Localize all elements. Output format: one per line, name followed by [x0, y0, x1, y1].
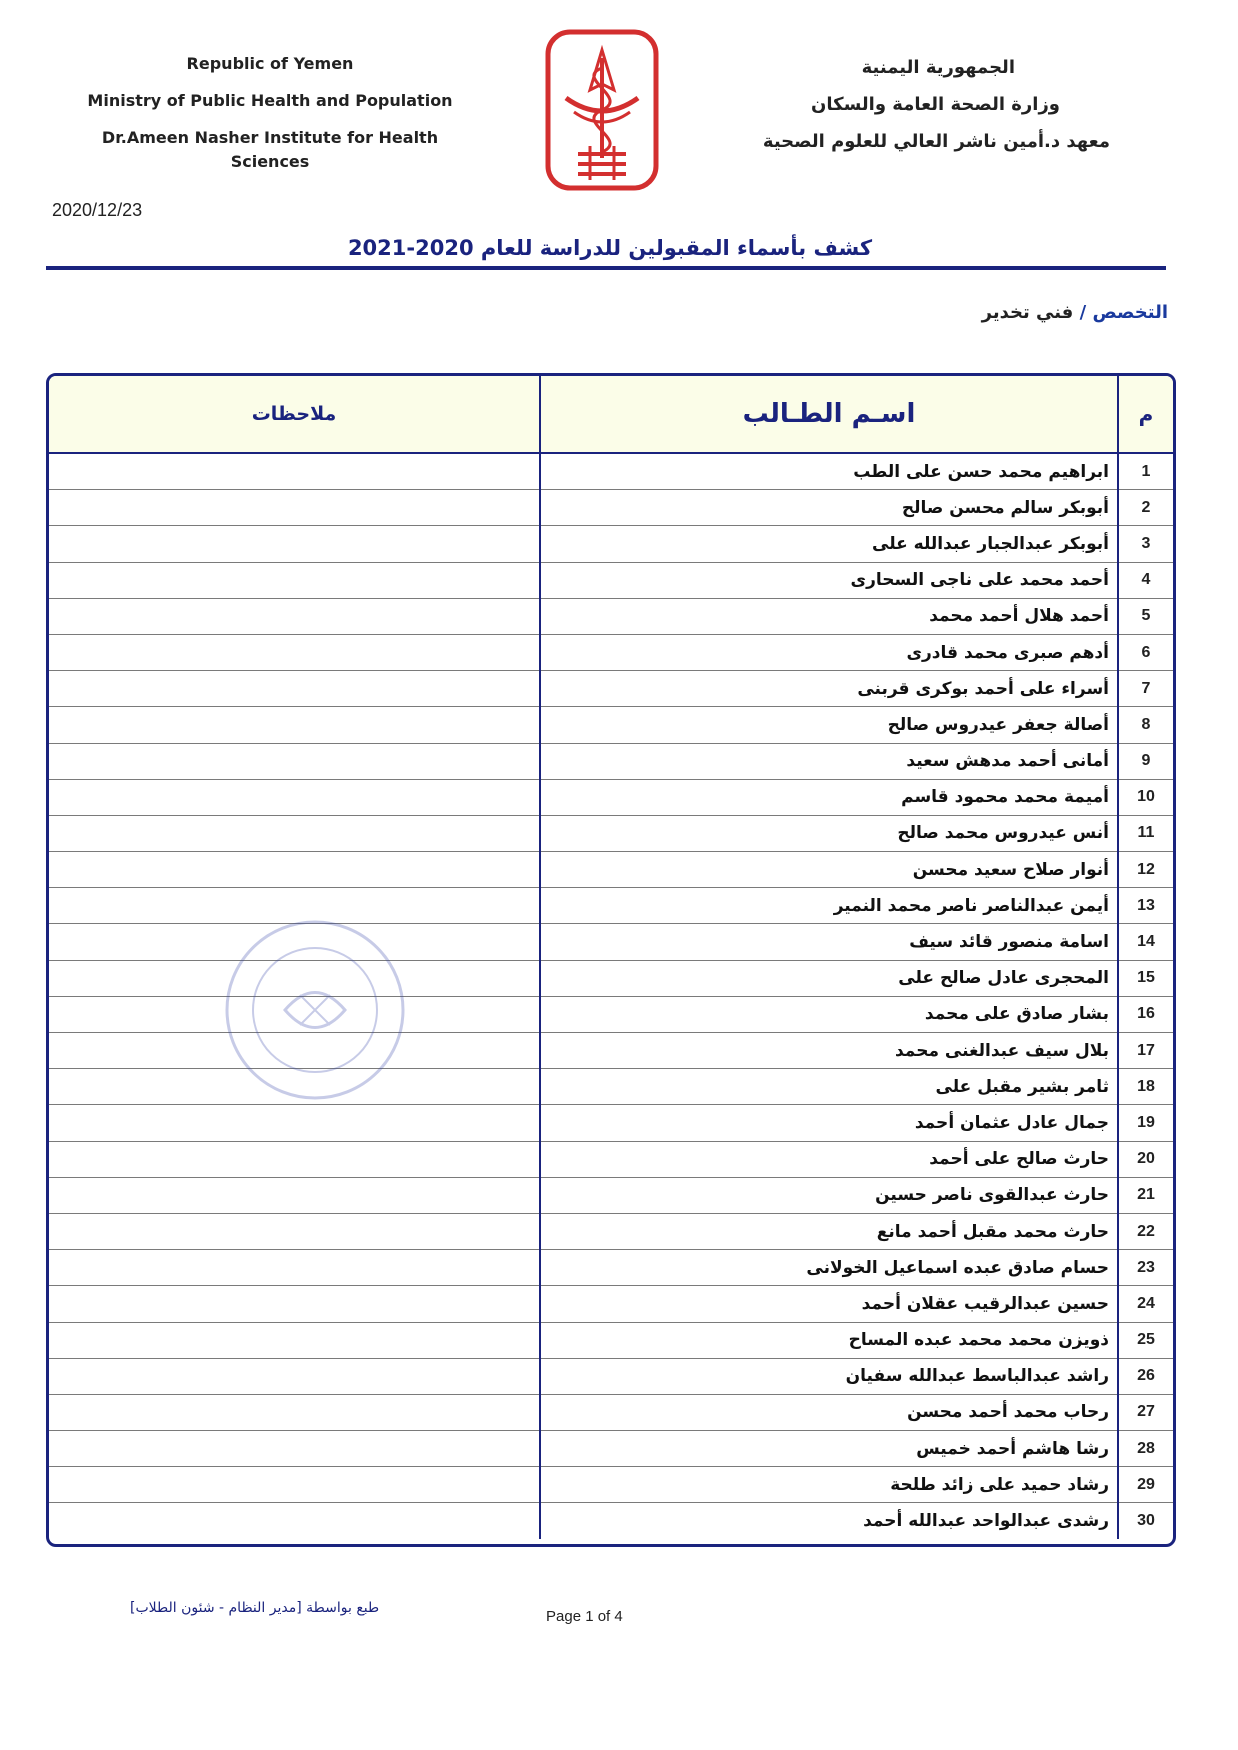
student-name: رشا هاشم أحمد خميس — [540, 1431, 1118, 1467]
row-number: 19 — [1118, 1105, 1173, 1141]
table-row — [49, 562, 1173, 598]
row-notes — [49, 1322, 540, 1358]
table-row — [49, 671, 1173, 707]
student-name: أسراء على أحمد بوكرى قربنى — [540, 671, 1118, 707]
institute-logo-icon — [544, 28, 660, 192]
row-number: 12 — [1118, 852, 1173, 888]
row-notes — [49, 1358, 540, 1394]
student-name: أمانى أحمد مدهش سعيد — [540, 743, 1118, 779]
table-row — [49, 1358, 1173, 1394]
row-number: 25 — [1118, 1322, 1173, 1358]
specialization-label: التخصص / — [1079, 302, 1168, 323]
student-name: أدهم صبرى محمد قادرى — [540, 634, 1118, 670]
row-notes — [49, 1177, 540, 1213]
row-number: 9 — [1118, 743, 1173, 779]
official-stamp-icon — [205, 915, 425, 1105]
table-row — [49, 815, 1173, 851]
row-number: 23 — [1118, 1250, 1173, 1286]
row-notes — [49, 490, 540, 526]
student-name: حارث محمد مقبل أحمد مانع — [540, 1213, 1118, 1249]
table-row — [49, 1213, 1173, 1249]
table-row — [49, 453, 1173, 490]
student-name: أميمة محمد محمود قاسم — [540, 779, 1118, 815]
student-name: أنوار صلاح سعيد محسن — [540, 852, 1118, 888]
row-notes — [49, 707, 540, 743]
table-row — [49, 1431, 1173, 1467]
row-notes — [49, 1105, 540, 1141]
row-number: 4 — [1118, 562, 1173, 598]
row-number: 6 — [1118, 634, 1173, 670]
table-row — [49, 1177, 1173, 1213]
header-english — [70, 52, 470, 171]
row-number: 22 — [1118, 1213, 1173, 1249]
row-notes — [49, 671, 540, 707]
page-number: Page 1 of 4 — [546, 1608, 623, 1625]
student-name: حسام صادق عبده اسماعيل الخولانى — [540, 1250, 1118, 1286]
row-number: 8 — [1118, 707, 1173, 743]
student-name: المحجرى عادل صالح على — [540, 960, 1118, 996]
row-notes — [49, 815, 540, 851]
row-number: 15 — [1118, 960, 1173, 996]
institute-name-en: Dr.Ameen Nasher Institute for Health Sciences — [101, 128, 439, 171]
table-row — [49, 707, 1173, 743]
row-number: 18 — [1118, 1069, 1173, 1105]
table-row — [49, 1394, 1173, 1430]
student-name: ثامر بشير مقبل على — [540, 1069, 1118, 1105]
document-title: كشف بأسماء المقبولين للدراسة للعام 2020-2021 — [347, 236, 873, 260]
specialization-value: فني تخدير — [981, 302, 1074, 323]
row-notes — [49, 598, 540, 634]
document-date: 2020/12/23 — [52, 200, 143, 220]
ministry-name-ar: وزارة الصحة العامة والسكان — [811, 94, 1060, 115]
row-notes — [49, 1286, 540, 1322]
table-header-row — [49, 376, 1173, 453]
row-notes — [49, 1213, 540, 1249]
row-number: 11 — [1118, 815, 1173, 851]
row-notes — [49, 1503, 540, 1539]
row-notes — [49, 743, 540, 779]
row-notes — [49, 562, 540, 598]
row-notes — [49, 1250, 540, 1286]
student-name: بشار صادق على محمد — [540, 996, 1118, 1032]
student-name: بلال سيف عبدالغنى محمد — [540, 1033, 1118, 1069]
row-number: 3 — [1118, 526, 1173, 562]
header-notes: ملاحظات — [49, 376, 540, 453]
row-number: 26 — [1118, 1358, 1173, 1394]
header-arabic — [690, 55, 1110, 166]
student-name: أصالة جعفر عيدروس صالح — [540, 707, 1118, 743]
row-number: 30 — [1137, 1512, 1155, 1530]
row-number: 29 — [1118, 1467, 1173, 1503]
row-number: 10 — [1118, 779, 1173, 815]
table-row — [49, 1467, 1173, 1503]
row-number: 27 — [1118, 1394, 1173, 1430]
row-number: 17 — [1118, 1033, 1173, 1069]
student-name: حارث عبدالقوى ناصر حسين — [540, 1177, 1118, 1213]
row-number: 24 — [1118, 1286, 1173, 1322]
country-name-ar: الجمهورية اليمنية — [861, 57, 1015, 78]
student-name: ابراهيم محمد حسن على الطب — [540, 453, 1118, 490]
row-number: 20 — [1118, 1141, 1173, 1177]
row-notes — [49, 453, 540, 490]
table-row — [49, 526, 1173, 562]
table-row — [49, 634, 1173, 670]
student-name: أنس عيدروس محمد صالح — [540, 815, 1118, 851]
table-row — [49, 779, 1173, 815]
title-underline — [46, 266, 1166, 270]
row-notes — [49, 852, 540, 888]
row-notes — [49, 1141, 540, 1177]
student-name: رحاب محمد أحمد محسن — [540, 1394, 1118, 1430]
row-number: 13 — [1118, 888, 1173, 924]
student-name: أبوبكر سالم محسن صالح — [540, 490, 1118, 526]
row-number: 28 — [1118, 1431, 1173, 1467]
table-row — [49, 1105, 1173, 1141]
student-name: حارث صالح على أحمد — [540, 1141, 1118, 1177]
row-notes — [49, 1431, 540, 1467]
header-student-name: اسـم الطـالب — [540, 376, 1118, 453]
table-row — [49, 852, 1173, 888]
row-notes — [49, 634, 540, 670]
row-notes — [49, 1467, 540, 1503]
specialization — [982, 302, 1168, 323]
student-name: أحمد محمد على ناجى السحارى — [540, 562, 1118, 598]
student-name: ذويزن محمد محمد عبده المساح — [540, 1322, 1118, 1358]
table-row — [49, 598, 1173, 634]
table-row — [49, 1503, 1173, 1539]
table-row — [49, 743, 1173, 779]
student-name: أحمد هلال أحمد محمد — [540, 598, 1118, 634]
student-name: راشد عبدالباسط عبدالله سفيان — [540, 1358, 1118, 1394]
row-notes — [49, 1394, 540, 1430]
row-number: 2 — [1118, 490, 1173, 526]
country-name-en: Republic of Yemen — [186, 54, 354, 73]
row-notes — [49, 779, 540, 815]
row-number: 14 — [1118, 924, 1173, 960]
row-notes — [49, 526, 540, 562]
student-name: اسامة منصور قائد سيف — [540, 924, 1118, 960]
printed-by-note: طبع بواسطة [مدير النظام - شئون الطلاب] — [130, 1600, 380, 1616]
row-number: 21 — [1118, 1177, 1173, 1213]
student-name: رشدى عبدالواحد عبدالله أحمد — [540, 1503, 1118, 1539]
table-row — [49, 1286, 1173, 1322]
student-name: جمال عادل عثمان أحمد — [540, 1105, 1118, 1141]
row-number: 5 — [1118, 598, 1173, 634]
table-row — [49, 490, 1173, 526]
student-name: رشاد حميد على زائد طلحة — [540, 1467, 1118, 1503]
header-number: م — [1118, 376, 1173, 453]
table-row — [49, 1250, 1173, 1286]
row-number: 1 — [1118, 453, 1173, 490]
institute-name-ar: معهد د.أمين ناشر العالي للعلوم الصحية — [762, 131, 1110, 152]
student-name: أبوبكر عبدالجبار عبدالله على — [540, 526, 1118, 562]
student-name: أيمن عبدالناصر ناصر محمد النمير — [540, 888, 1118, 924]
student-name: حسين عبدالرقيب عقلان أحمد — [540, 1286, 1118, 1322]
row-number: 16 — [1118, 996, 1173, 1032]
row-number: 7 — [1118, 671, 1173, 707]
table-row — [49, 1141, 1173, 1177]
table-row — [49, 1322, 1173, 1358]
ministry-name-en: Ministry of Public Health and Population — [87, 91, 453, 110]
